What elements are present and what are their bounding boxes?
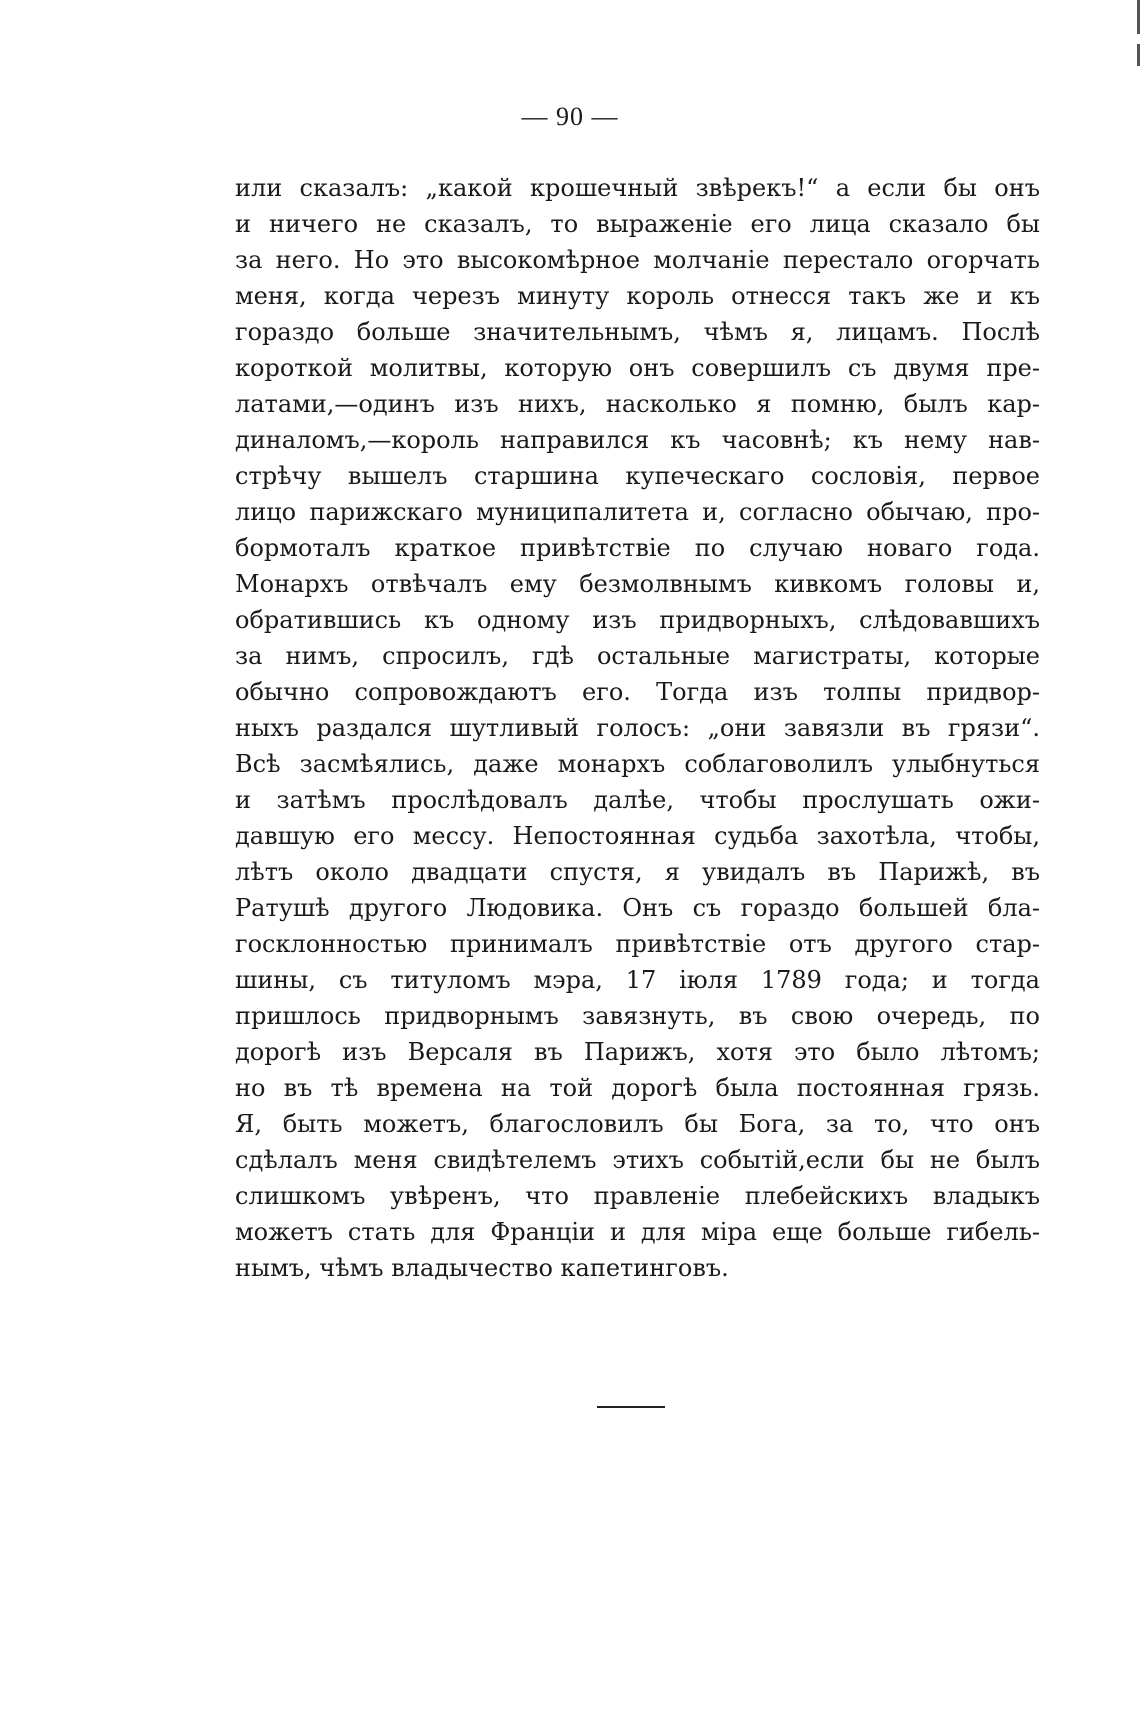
text-line: или сказалъ: „какой крошечный звѣрекъ!“ а если бы онъ xyxy=(235,174,1040,202)
text-line: сдѣлалъ меня свидѣтелемъ этихъ событій,если бы не былъ xyxy=(235,1146,1040,1174)
text-line: но въ тѣ времена на той дорогѣ была постоянная грязь. xyxy=(235,1074,1040,1102)
text-line: обычно сопровождаютъ его. Тогда изъ толпы придвор- xyxy=(235,678,1040,706)
text-line: лицо парижскаго муниципалитета и, согласно обычаю, про- xyxy=(235,498,1040,526)
text-line: диналомъ,—король направился къ часовнѣ; къ нему нав- xyxy=(235,426,1040,454)
text-line: латами,—одинъ изъ нихъ, насколько я помню, былъ кар- xyxy=(235,390,1040,418)
text-line: за него. Но это высокомѣрное молчаніе перестало огорчать xyxy=(235,246,1040,274)
text-line: дорогѣ изъ Версаля въ Парижъ, хотя это было лѣтомъ; xyxy=(235,1038,1040,1066)
text-line: обратившись къ одному изъ придворныхъ, слѣдовавшихъ xyxy=(235,606,1040,634)
text-line: стрѣчу вышелъ старшина купеческаго сословія, первое xyxy=(235,462,1040,490)
text-line: Монархъ отвѣчалъ ему безмолвнымъ кивкомъ головы и, xyxy=(235,570,1040,598)
text-line: Я, быть можетъ, благословилъ бы Бога, за то, что онъ xyxy=(235,1110,1040,1138)
text-line: и затѣмъ прослѣдовалъ далѣе, чтобы прослушать ожи- xyxy=(235,786,1040,814)
body-text xyxy=(235,170,1040,1286)
text-line: лѣтъ около двадцати спустя, я увидалъ въ Парижѣ, въ xyxy=(235,858,1040,886)
text-line: и ничего не сказалъ, то выраженіе его лица сказало бы xyxy=(235,210,1040,238)
text-line: пришлось придворнымъ завязнуть, въ свою очередь, по xyxy=(235,1002,1040,1030)
text-line: слишкомъ увѣренъ, что правленіе плебейскихъ владыкъ xyxy=(235,1182,1040,1210)
text-line: короткой молитвы, которую онъ совершилъ съ двумя пре- xyxy=(235,354,1040,382)
text-line: ныхъ раздался шутливый голосъ: „они завязли въ грязи“. xyxy=(235,714,1040,742)
text-line: Ратушѣ другого Людовика. Онъ съ гораздо большей бла- xyxy=(235,894,1040,922)
text-line: шины, съ титуломъ мэра, 17 іюля 1789 года; и тогда xyxy=(235,966,1040,994)
text-line: Всѣ засмѣялись, даже монархъ соблаговолилъ улыбнуться xyxy=(235,750,1040,778)
text-line: давшую его мессу. Непостоянная судьба захотѣла, чтобы, xyxy=(235,822,1040,850)
text-line: бормоталъ краткое привѣтствіе по случаю новаго года. xyxy=(235,534,1040,562)
text-line: можетъ стать для Франціи и для міра еще больше гибель- xyxy=(235,1218,1040,1246)
text-line: меня, когда черезъ минуту король отнесся такъ же и къ xyxy=(235,282,1040,310)
end-rule xyxy=(597,1406,665,1408)
text-line-last: нымъ, чѣмъ владычество капетинговъ. xyxy=(235,1254,729,1282)
text-line: гораздо больше значительнымъ, чѣмъ я, лицамъ. Послѣ xyxy=(235,318,1040,346)
text-line: госклонностью принималъ привѣтствіе отъ другого стар- xyxy=(235,930,1040,958)
page-number: — 90 — xyxy=(521,102,619,131)
text-line: за нимъ, спросилъ, гдѣ остальные магистраты, которые xyxy=(235,642,1040,670)
